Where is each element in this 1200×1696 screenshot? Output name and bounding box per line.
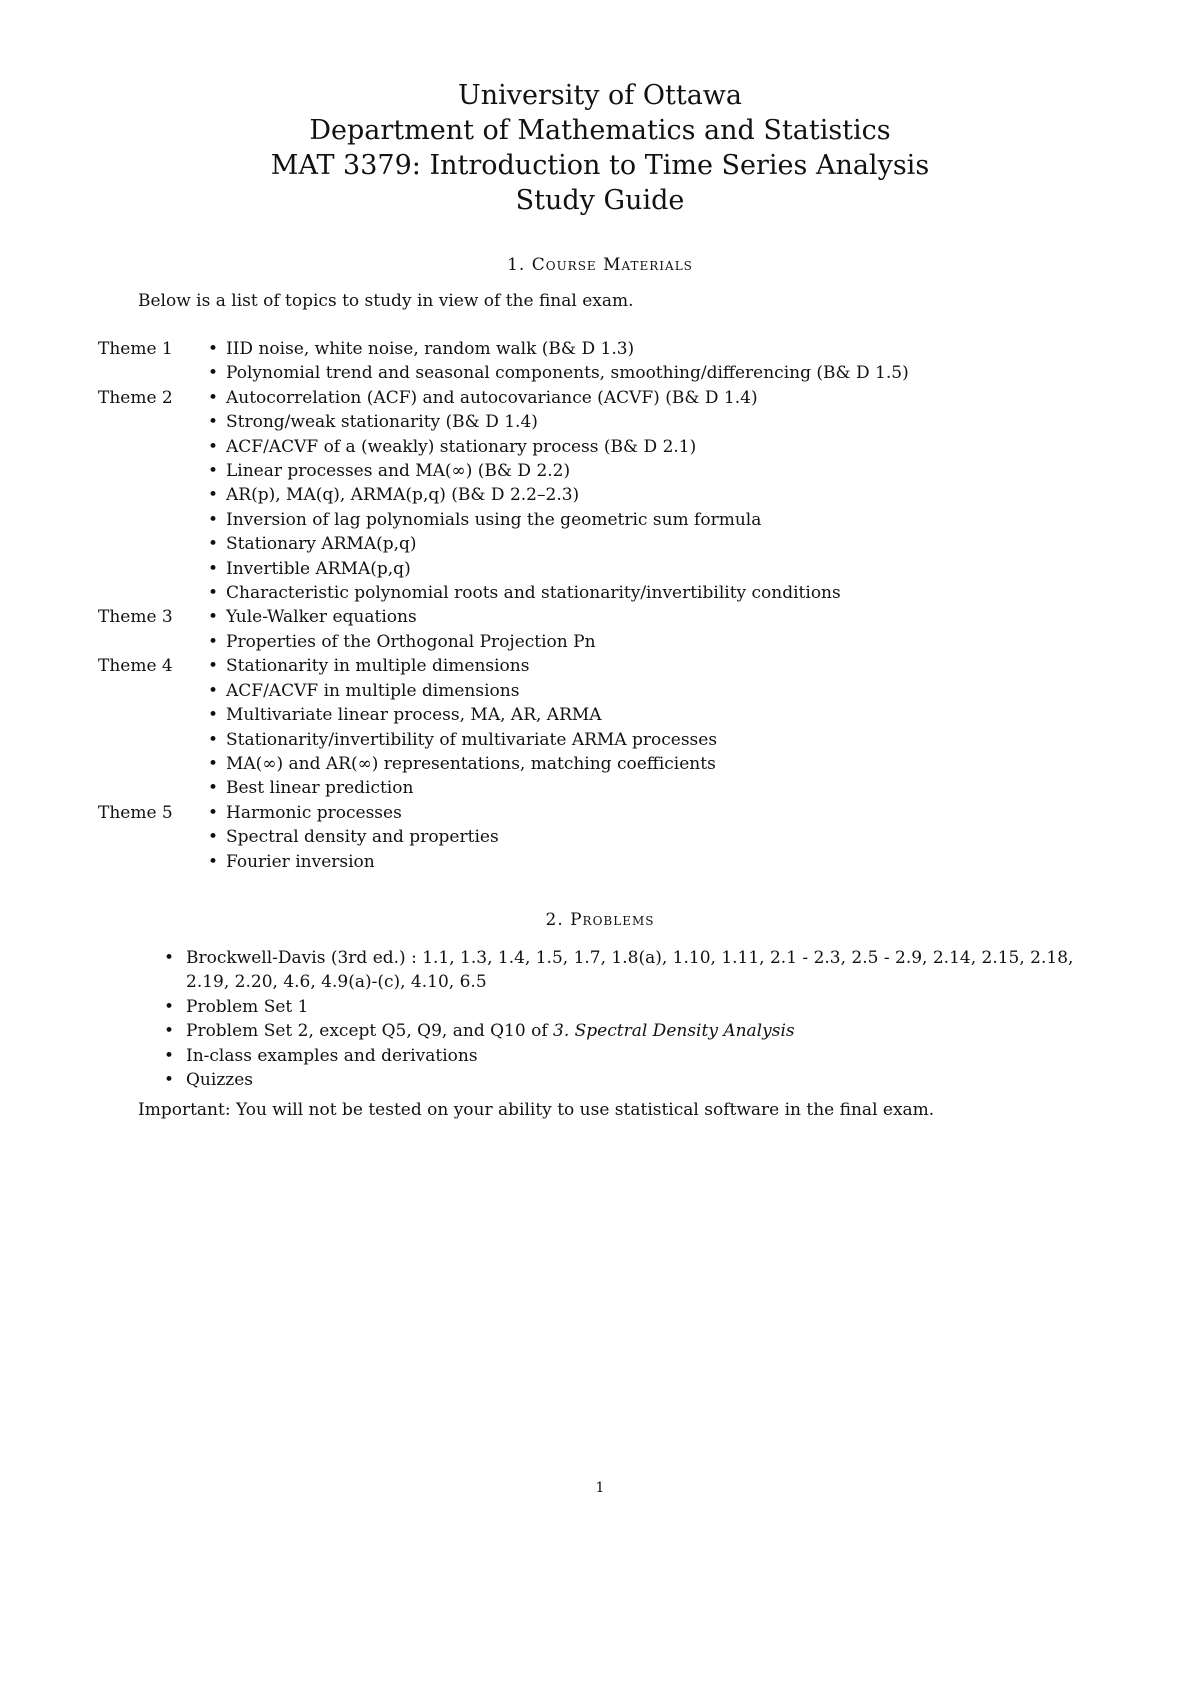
topic-list: [206, 337, 1098, 386]
problem-set-2-text: Problem Set 2, except Q5, Q9, and Q10 of: [186, 1021, 554, 1042]
list-item: • Multivariate linear process, MA, AR, ARMA: [206, 703, 1098, 727]
list-item: • ACF/ACVF of a (weakly) stationary process (B& D 2.1): [206, 435, 1098, 459]
list-item: • Problem Set 1: [164, 995, 1104, 1019]
theme-label: Theme 2: [98, 387, 173, 408]
title-department: Department of Mathematics and Statistics: [309, 115, 891, 146]
problem-list: [164, 946, 1104, 1092]
list-item: • Invertible ARMA(p,q): [206, 557, 1098, 581]
list-item: • Stationary ARMA(p,q): [206, 532, 1098, 556]
list-item: • Brockwell-Davis (3rd ed.) : 1.1, 1.3, 1.4, 1.5, 1.7, 1.8(a), 1.10, 1.11, 2.1 - 2.3, 2.5 - 2.9, 2.14, 2.15, 2.18, 2.19, 2.20, 4.6, 4.9(a)-(c), 4.10, 6.5: [164, 946, 1104, 995]
important-note: Important: You will not be tested on your ability to use statistical software in the final exam.: [138, 1100, 935, 1120]
theme-4: [98, 654, 1098, 800]
theme-label: Theme 5: [98, 802, 173, 823]
title-study-guide: Study Guide: [515, 185, 685, 216]
list-item: • Yule-Walker equations: [206, 605, 1098, 629]
list-item: • Spectral density and properties: [206, 825, 1098, 849]
list-item: • Fourier inversion: [206, 850, 1098, 874]
theme-label: Theme 3: [98, 607, 173, 628]
title-block: [0, 78, 1200, 218]
list-item: • AR(p), MA(q), ARMA(p,q) (B& D 2.2–2.3): [206, 483, 1098, 507]
theme-label: Theme 1: [98, 339, 173, 359]
list-item: • Best linear prediction: [206, 776, 1098, 800]
topic-list: [206, 654, 1098, 800]
list-item: • Stationarity in multiple dimensions: [206, 654, 1098, 678]
list-item: • Quizzes: [164, 1068, 1104, 1092]
theme-1: [98, 337, 1098, 386]
themes-list: [98, 337, 1098, 874]
list-item: • Linear processes and MA(∞) (B& D 2.2): [206, 459, 1098, 483]
section-heading-problems: 2. Problems: [545, 910, 655, 930]
list-item: • Stationarity/invertibility of multivariate ARMA processes: [206, 728, 1098, 752]
list-item: • Characteristic polynomial roots and stationarity/invertibility conditions: [206, 581, 1098, 605]
list-item: • Polynomial trend and seasonal components, smoothing/differencing (B& D 1.5): [206, 361, 1098, 385]
list-item: • Autocorrelation (ACF) and autocovariance (ACVF) (B& D 1.4): [206, 386, 1098, 410]
intro-text: Below is a list of topics to study in view of the final exam.: [138, 291, 634, 311]
topic-list: [206, 801, 1098, 874]
title-university: University of Ottawa: [457, 80, 743, 111]
page-number: 1: [595, 1480, 605, 1496]
list-item: • MA(∞) and AR(∞) representations, matching coefficients: [206, 752, 1098, 776]
theme-label: Theme 4: [98, 656, 173, 677]
list-item: • IID noise, white noise, random walk (B& D 1.3): [206, 337, 1098, 361]
list-item: • Strong/weak stationarity (B& D 1.4): [206, 410, 1098, 434]
list-item: [164, 1019, 1104, 1043]
list-item: • In-class examples and derivations: [164, 1044, 1104, 1068]
theme-5: [98, 801, 1098, 874]
list-item: • Inversion of lag polynomials using the geometric sum formula: [206, 508, 1098, 532]
theme-2: [98, 386, 1098, 606]
list-item: • ACF/ACVF in multiple dimensions: [206, 679, 1098, 703]
list-item: • Harmonic processes: [206, 801, 1098, 825]
topic-list: [206, 605, 1098, 654]
problem-set-2-emphasis: 3. Spectral Density Analysis: [553, 1021, 795, 1042]
section-heading-course-materials: 1. Course Materials: [507, 255, 693, 275]
topic-list: [206, 386, 1098, 606]
list-item: • Properties of the Orthogonal Projection Pn: [206, 630, 1098, 654]
title-course: MAT 3379: Introduction to Time Series Analysis: [270, 150, 930, 181]
theme-3: [98, 605, 1098, 654]
